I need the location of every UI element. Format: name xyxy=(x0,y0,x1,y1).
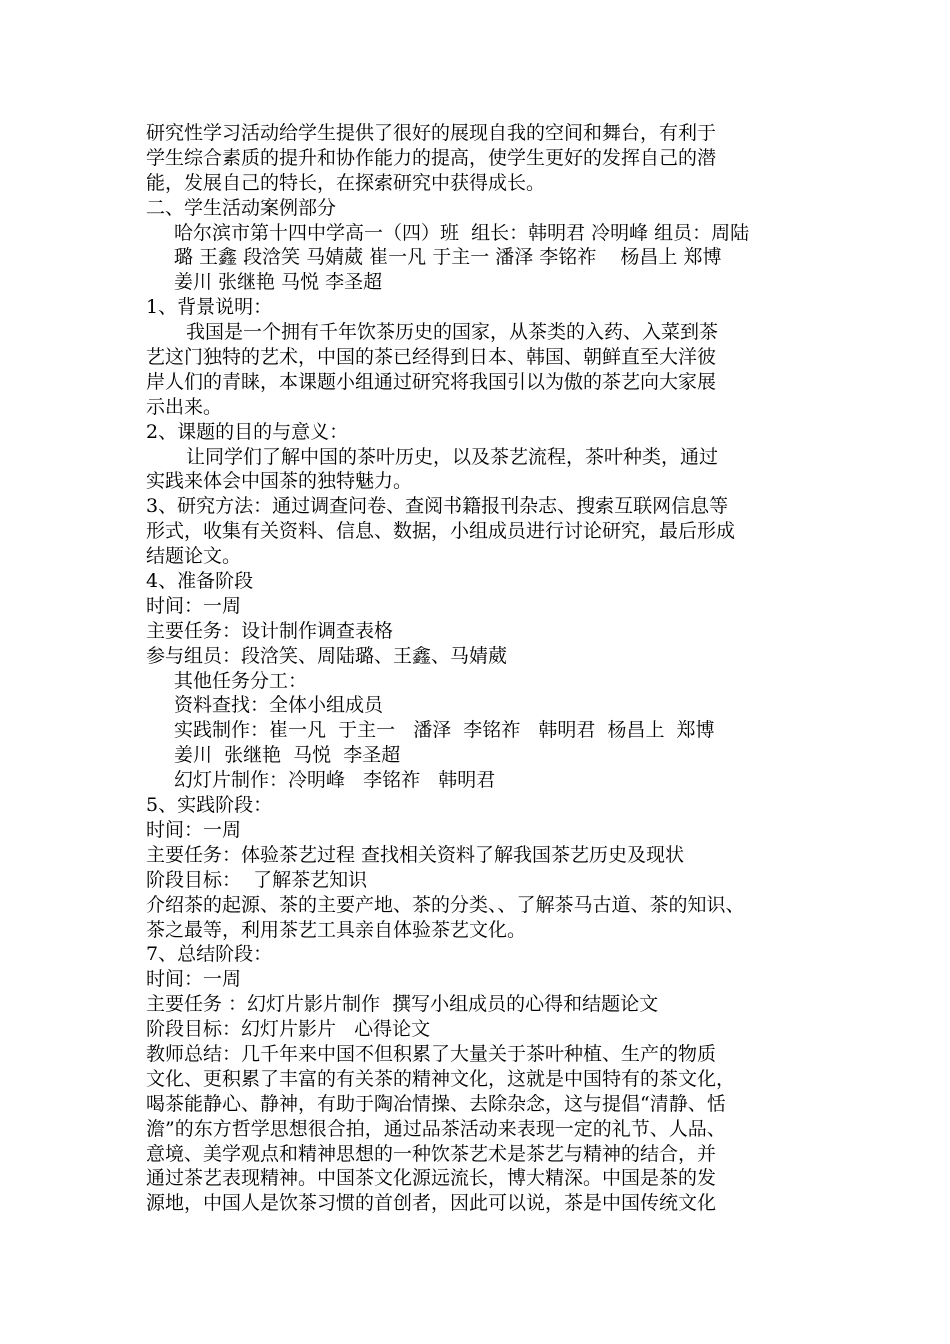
text-line: 结题论文。 xyxy=(146,545,242,568)
text-line: 通过茶艺表现精神。中国茶文化源远流长，博大精深。中国是茶的发 xyxy=(146,1167,717,1190)
text-line: 介绍茶的起源、茶的主要产地、茶的分类、、了解茶马古道、茶的知识、 xyxy=(146,893,745,916)
text-line: 学生综合素质的提升和协作能力的提高，使学生更好的发挥自己的潜 xyxy=(146,146,717,169)
text-line: 5、实践阶段： xyxy=(146,794,273,817)
text-line: 让同学们了解中国的茶叶历史，以及茶艺流程，茶叶种类，通过 xyxy=(186,445,719,468)
text-line: 阶段目标：幻灯片影片 心得论文 xyxy=(146,1018,431,1041)
text-line: 岸人们的青睐，本课题小组通过研究将我国引以为傲的茶艺向大家展 xyxy=(146,370,717,393)
text-line: 3、研究方法：通过调查问卷、查阅书籍报刊杂志、搜索互联网信息等 xyxy=(146,495,729,518)
text-line: 7、总结阶段： xyxy=(146,943,273,966)
text-line: 璐 王鑫 段浛笑 马婧葳 崔一凡 于主一 潘泽 李铭祚 杨昌上 郑博 xyxy=(174,246,722,269)
text-line: 教师总结：几千年来中国不但积累了大量关于茶叶种植、生产的物质 xyxy=(146,1042,717,1065)
text-line: 时间：一周 xyxy=(146,818,242,841)
text-line: 文化、更积累了丰富的有关茶的精神文化，这就是中国特有的茶文化， xyxy=(146,1067,736,1090)
text-line: 时间：一周 xyxy=(146,594,242,617)
text-line: 茶之最等，利用茶艺工具亲自体验茶艺文化。 xyxy=(146,918,527,941)
text-line: 澹”的东方哲学思想很合拍，通过品茶活动来表现一定的礼节、人品、 xyxy=(146,1117,726,1140)
text-line: 时间：一周 xyxy=(146,968,242,991)
text-line: 实践来体会中国茶的独特魅力。 xyxy=(146,470,413,493)
text-line: 其他任务分工： xyxy=(174,669,308,692)
text-line: 示出来。 xyxy=(146,395,223,418)
text-line: 源地，中国人是饮茶习惯的首创者，因此可以说，茶是中国传统文化 xyxy=(146,1192,717,1215)
text-line: 主要任务：体验茶艺过程 查找相关资料了解我国茶艺历史及现状 xyxy=(146,843,685,866)
text-line: 形式，收集有关资料、信息、数据，小组成员进行讨论研究，最后形成 xyxy=(146,520,736,543)
text-line: 阶段目标： 了解茶艺知识 xyxy=(146,868,368,891)
text-line: 意境、美学观点和精神思想的一种饮茶艺术是茶艺与精神的结合，并 xyxy=(146,1142,717,1165)
text-line: 艺这门独特的艺术，中国的茶已经得到日本、韩国、朝鲜直至大洋彼 xyxy=(146,346,717,369)
text-line: 姜川 张继艳 马悦 李圣超 xyxy=(174,744,401,767)
text-line: 二、学生活动案例部分 xyxy=(146,196,337,219)
text-line: 我国是一个拥有千年饮茶历史的国家，从茶类的入药、入菜到茶 xyxy=(186,321,719,344)
text-line: 实践制作：崔一凡 于主一 潘泽 李铭祚 韩明君 杨昌上 郑博 xyxy=(174,719,715,742)
text-line: 4、准备阶段 xyxy=(146,570,254,593)
document-body xyxy=(146,121,816,1216)
text-line: 喝茶能静心、静神，有助于陶冶情操、去除杂念，这与提倡“清静、恬 xyxy=(146,1092,726,1115)
text-line: 主要任务：设计制作调查表格 xyxy=(146,619,394,642)
text-line: 研究性学习活动给学生提供了很好的展现自我的空间和舞台，有利于 xyxy=(146,122,717,144)
text-line: 姜川 张继艳 马悦 李圣超 xyxy=(174,271,383,294)
text-line: 资料查找：全体小组成员 xyxy=(174,694,384,717)
text-line: 哈尔滨市第十四中学高一（四）班 组长：韩明君 冷明峰 组员：周陆 xyxy=(174,221,750,244)
text-line: 能，发展自己的特长，在探索研究中获得成长。 xyxy=(146,171,546,194)
text-line: 参与组员：段浛笑、周陆璐、王鑫、马婧葳 xyxy=(146,644,508,667)
text-line: 主要任务 ：幻灯片影片制作 撰写小组成员的心得和结题论文 xyxy=(146,993,659,1016)
text-line: 2、课题的目的与意义： xyxy=(146,420,349,443)
text-line: 幻灯片制作：冷明峰 李铭祚 韩明君 xyxy=(174,769,496,792)
text-line: 1、背景说明： xyxy=(146,296,273,319)
